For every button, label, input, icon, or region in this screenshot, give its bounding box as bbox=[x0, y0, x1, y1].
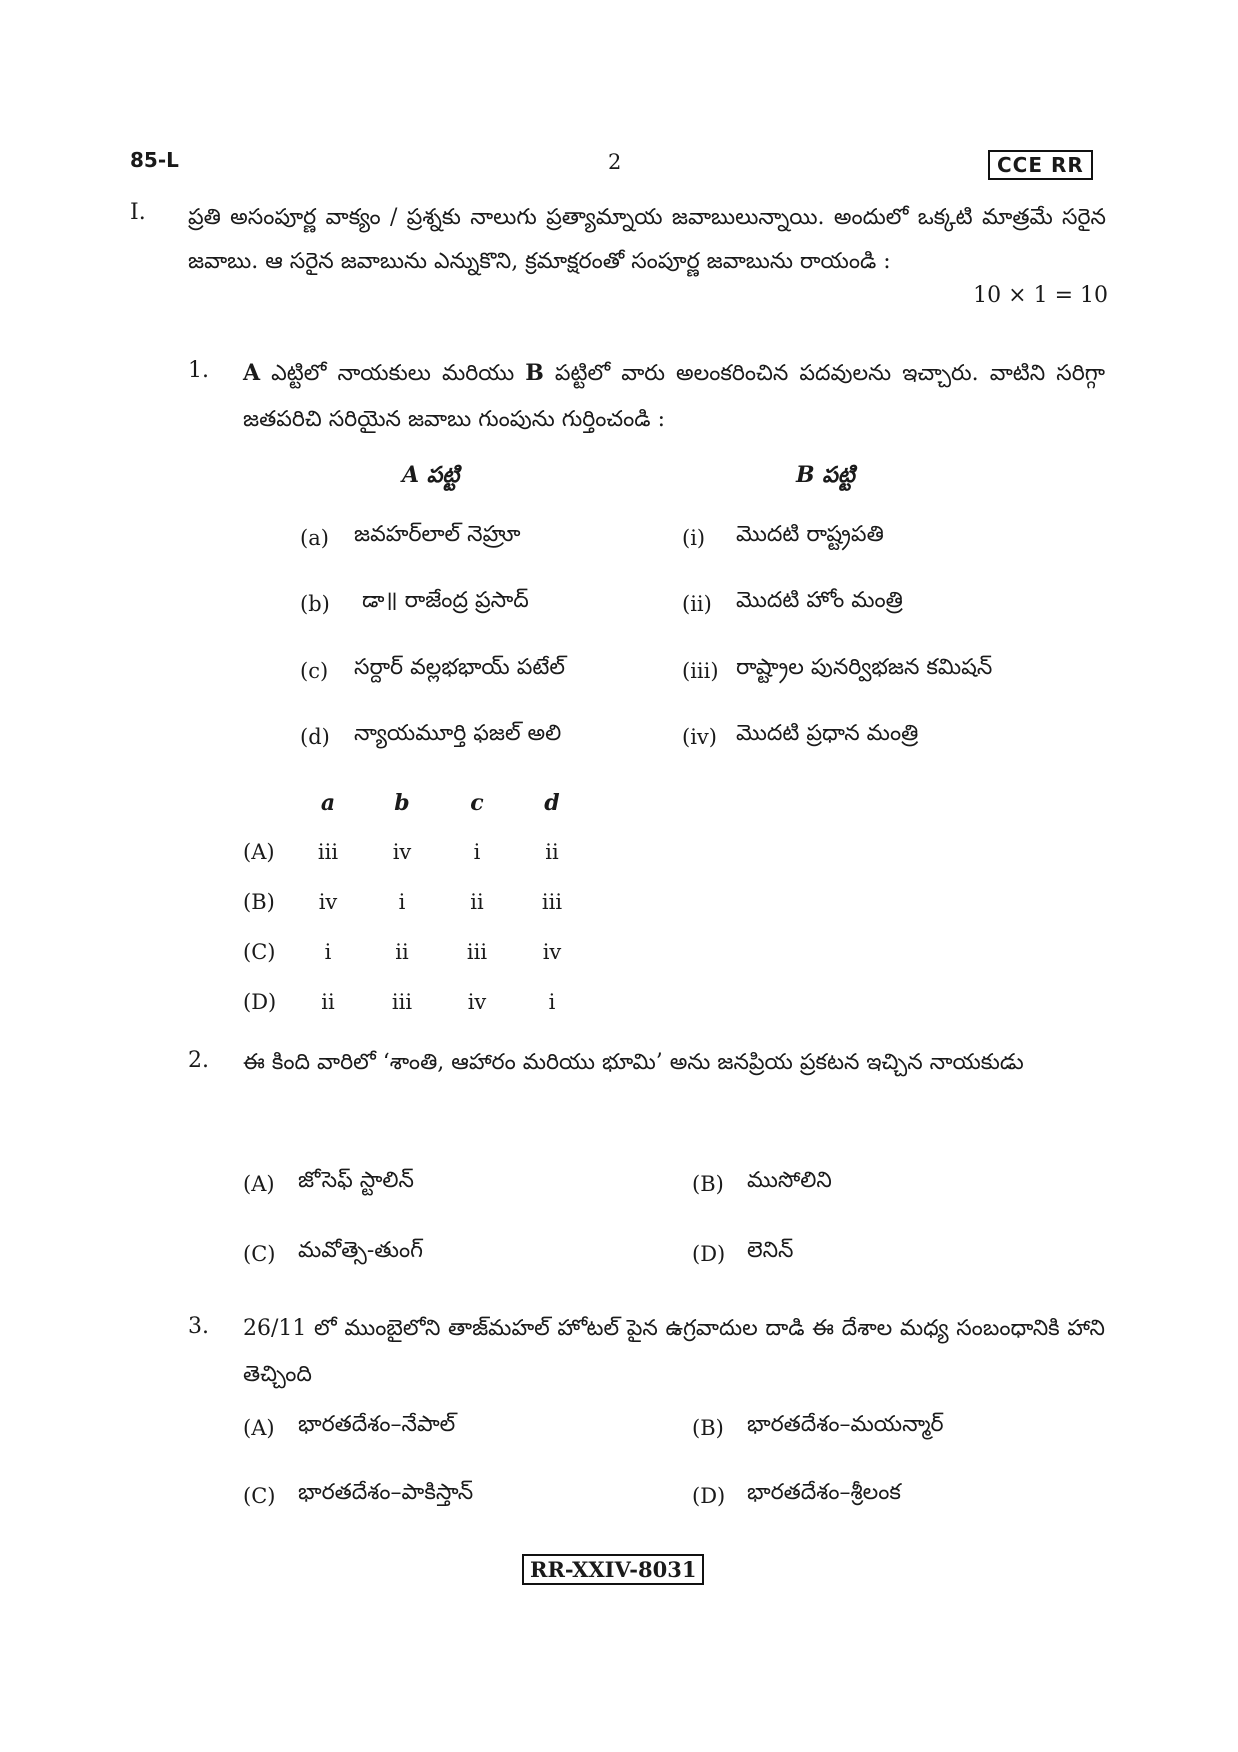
grid-cell: iii bbox=[317, 840, 339, 864]
q3-option-label: (C) bbox=[243, 1484, 276, 1508]
grid-cell: ii bbox=[321, 990, 335, 1014]
q3-option-label: (D) bbox=[692, 1484, 726, 1508]
grid-cell: ii bbox=[470, 890, 484, 914]
q3-option-label: (B) bbox=[692, 1416, 724, 1440]
col-a-item: డా॥ రాజేంద్ర ప్రసాద్ bbox=[362, 588, 529, 613]
q3-option-text: భారతదేశం–శ్రీలంక bbox=[747, 1480, 901, 1505]
cce-rr-box: CCE RR bbox=[988, 150, 1093, 180]
grid-cell: iii bbox=[391, 990, 413, 1014]
grid-cell: i bbox=[473, 840, 481, 864]
footer-code-box: RR-XXIV-8031 bbox=[522, 1554, 704, 1585]
col-b-item: మొదటి రాష్ట్రపతి bbox=[736, 522, 884, 547]
q1-text-part1: ఎట్టిలో నాయకులు మరియు bbox=[260, 361, 526, 386]
section-instruction: ప్రతి అసంపూర్ణ వాక్యం / ప్రశ్నకు నాలుగు ప్రత్యామ్నాయ జవాబులున్నాయి. అందులో ఒక్కటి మాత్రమే సరైన జవాబు. ఆ సరైన జవాబును ఎన్నుకొని, క్రమాక్షరంతో సంపూర్ణ జవాబును రాయండి : bbox=[188, 205, 1106, 274]
q2-text: ఈ కింది వారిలో ‘శాంతి, ఆహారం మరియు భూమి’ అను జనప్రియ ప్రకటన ఇచ్చిన నాయకుడు bbox=[243, 1050, 1024, 1075]
grid-cell: i bbox=[324, 940, 332, 964]
col-b-heading: B పట్టి bbox=[796, 462, 855, 488]
q2-option-label: (C) bbox=[243, 1242, 276, 1266]
q1-text bbox=[243, 350, 1105, 443]
grid-header: c bbox=[470, 790, 484, 816]
q1-bold-b: B bbox=[525, 360, 544, 386]
grid-cell: iv bbox=[467, 990, 487, 1014]
col-b-item: మొదటి హోం మంత్రి bbox=[736, 588, 903, 613]
col-a-heading: A పట్టి bbox=[402, 462, 460, 488]
q3-text: 26/11 లో ముంబైలోని తాజ్‌మహల్ హోటల్ పైన ఉగ్రవాదుల దాడి ఈ దేశాల మధ్య సంబంధానికి హాని తెచ్చింది bbox=[243, 1316, 1105, 1387]
q3-number: 3. bbox=[188, 1314, 209, 1339]
col-a-label: (c) bbox=[300, 659, 329, 683]
col-a-label: (b) bbox=[300, 592, 330, 616]
grid-row-label: (B) bbox=[243, 890, 275, 914]
grid-cell: ii bbox=[545, 840, 559, 864]
grid-cell: iii bbox=[541, 890, 563, 914]
q2-option-label: (A) bbox=[243, 1172, 275, 1196]
grid-row-label: (D) bbox=[243, 990, 277, 1014]
q3-option-label: (A) bbox=[243, 1416, 275, 1440]
col-a-item: సర్దార్ వల్లభభాయ్ పటేల్ bbox=[354, 655, 565, 680]
q1-number: 1. bbox=[188, 358, 209, 383]
section-marks: 10 × 1 = 10 bbox=[973, 283, 1108, 308]
grid-cell: iv bbox=[392, 840, 412, 864]
q2-option-text: మవోత్సె-తుంగ్ bbox=[298, 1238, 423, 1263]
q1-bold-a: A bbox=[243, 360, 261, 386]
q3-option-text: భారతదేశం–నేపాల్ bbox=[298, 1412, 456, 1437]
grid-row-label: (A) bbox=[243, 840, 275, 864]
grid-header: b bbox=[394, 790, 410, 816]
col-a-label: (a) bbox=[300, 526, 329, 550]
q2-option-label: (D) bbox=[692, 1242, 726, 1266]
paper-code: 85-L bbox=[130, 148, 179, 172]
q3-option-text: భారతదేశం–పాకిస్తాన్ bbox=[298, 1480, 474, 1505]
grid-header: a bbox=[320, 790, 336, 816]
q2-option-label: (B) bbox=[692, 1172, 724, 1196]
q2-number: 2. bbox=[188, 1048, 209, 1073]
grid-row-label: (C) bbox=[243, 940, 276, 964]
grid-cell: i bbox=[548, 990, 556, 1014]
grid-cell: iv bbox=[542, 940, 562, 964]
col-b-item: రాష్ట్రాల పునర్విభజన కమిషన్ bbox=[736, 655, 993, 680]
grid-header: d bbox=[544, 790, 560, 816]
col-b-label: (i) bbox=[682, 526, 706, 550]
col-b-item: మొదటి ప్రధాన మంత్రి bbox=[736, 721, 919, 746]
col-b-label: (iii) bbox=[682, 659, 719, 683]
grid-cell: i bbox=[398, 890, 406, 914]
q1-text-part2: పట్టిలో వారు అలంకరించిన పదవులను ఇచ్చారు. వాటిని సరిగ్గా జతపరిచి సరియైన జవాబు గుంపును గుర్తించండి : bbox=[243, 361, 1106, 432]
col-b-label: (iv) bbox=[682, 725, 717, 749]
col-a-item: న్యాయమూర్తి ఫజల్ అలి bbox=[354, 721, 562, 746]
col-b-label: (ii) bbox=[682, 592, 712, 616]
q2-option-text: లెనిన్ bbox=[747, 1238, 794, 1263]
col-a-item: జవహర్‌లాల్ నెహ్రూ bbox=[354, 522, 521, 547]
q2-option-text: ముసోలిని bbox=[747, 1168, 832, 1193]
grid-cell: iv bbox=[318, 890, 338, 914]
col-a-label: (d) bbox=[300, 725, 330, 749]
grid-cell: iii bbox=[466, 940, 488, 964]
q2-option-text: జోసెఫ్ స్టాలిన్ bbox=[298, 1168, 415, 1193]
section-number: I. bbox=[130, 200, 146, 225]
page-number: 2 bbox=[608, 150, 622, 174]
q3-option-text: భారతదేశం–మయన్మార్ bbox=[747, 1412, 944, 1437]
grid-cell: ii bbox=[395, 940, 409, 964]
